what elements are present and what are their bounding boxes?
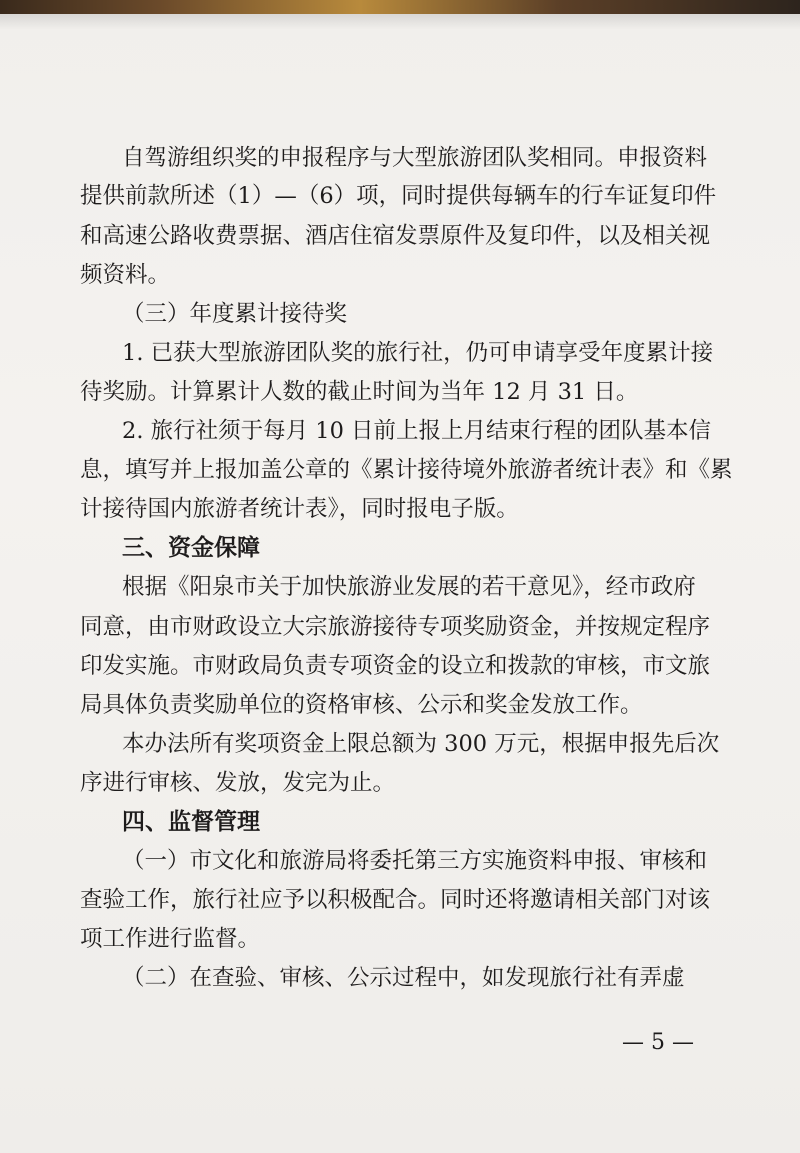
text-line: 和高速公路收费票据、酒店住宿发票原件及复印件，以及相关视	[80, 223, 711, 249]
text-line: 同意，由市财政设立大宗旅游接待专项奖励资金，并按规定程序	[80, 614, 711, 640]
text-line: 计接待国内旅游者统计表》，同时报电子版。	[80, 496, 519, 522]
page-top-edge	[0, 0, 800, 14]
text-line: 项工作进行监督。	[80, 926, 261, 952]
text-line: 本办法所有奖项资金上限总额为 300 万元，根据申报先后次	[122, 731, 720, 757]
subheading: （三）年度累计接待奖	[122, 301, 348, 327]
text-line: 序进行审核、发放，发完为止。	[80, 770, 396, 796]
text-line: 待奖励。计算累计人数的截止时间为当年 12 月 31 日。	[80, 379, 639, 405]
text-line: （二）在查验、审核、公示过程中，如发现旅行社有弄虚	[122, 965, 685, 991]
section-heading: 三、资金保障	[122, 535, 260, 561]
text-line: 局具体负责奖励单位的资格审核、公示和奖金发放工作。	[80, 692, 643, 718]
text-line: 查验工作，旅行社应予以积极配合。同时还将邀请相关部门对该	[80, 887, 711, 913]
text-line: （一）市文化和旅游局将委托第三方实施资料申报、审核和	[122, 848, 708, 874]
text-line: 息，填写并上报加盖公章的《累计接待境外旅游者统计表》和《累	[80, 457, 733, 483]
page-number: — 5 —	[622, 1030, 694, 1055]
text-line: 印发实施。市财政局负责专项资金的设立和拨款的审核，市文旅	[80, 653, 711, 679]
text-line: 频资料。	[80, 262, 171, 288]
text-line: 提供前款所述（1）—（6）项，同时提供每辆车的行车证复印件	[80, 183, 717, 209]
text-line: 根据《阳泉市关于加快旅游业发展的若干意见》，经市政府	[122, 574, 696, 600]
text-line: 自驾游组织奖的申报程序与大型旅游团队奖相同。申报资料	[122, 145, 708, 171]
text-line: 1. 已获大型旅游团队奖的旅行社，仍可申请享受年度累计接	[122, 340, 714, 366]
section-heading: 四、监督管理	[122, 809, 260, 835]
text-line: 2. 旅行社须于每月 10 日前上报上月结束行程的团队基本信	[122, 418, 712, 444]
